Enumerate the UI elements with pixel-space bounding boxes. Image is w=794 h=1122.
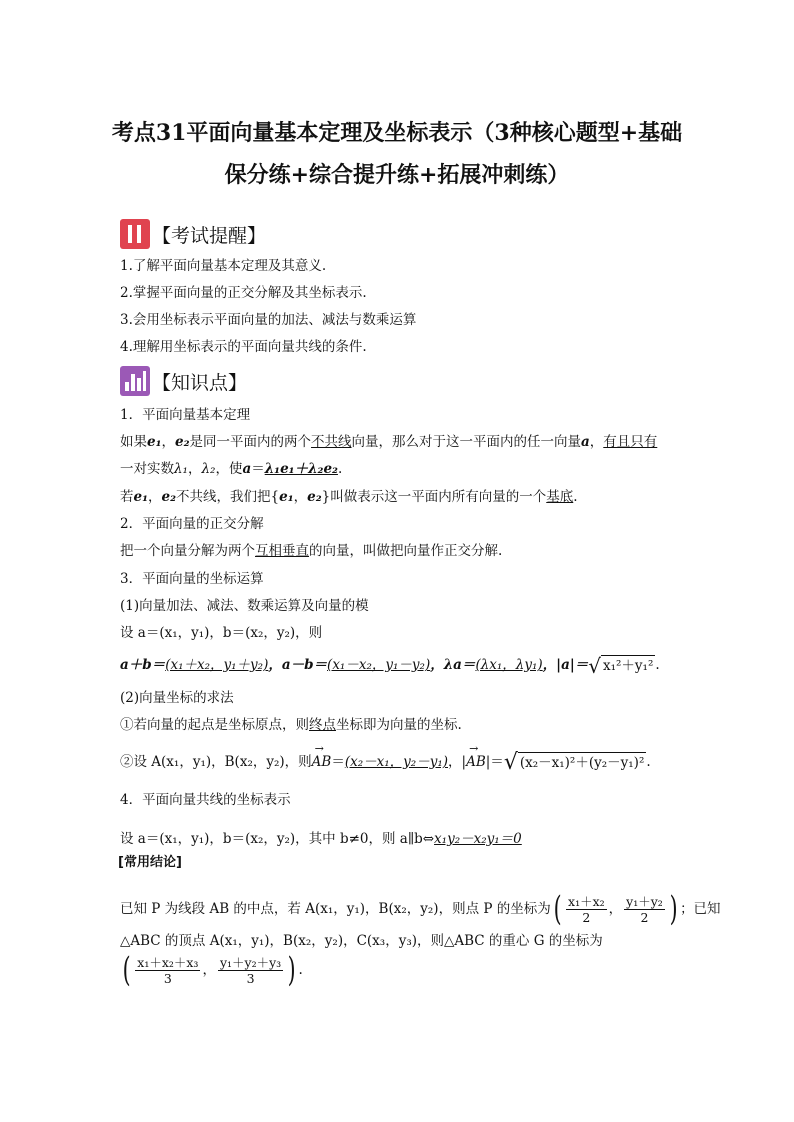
exam-item-1: 1.了解平面向量基本定理及其意义. bbox=[120, 258, 327, 274]
subheading-coord-find: (2)向量坐标的求法 bbox=[120, 690, 234, 706]
exam-item-3: 3.会用坐标表示平面向量的加法、减法与数乘运算 bbox=[120, 312, 417, 328]
midpoint-formula-line: 已知 P 为线段 AB 的中点，若 A(x₁，y₁)，B(x₂，y₂)，则点 P 的坐标为 ( $\frac{\text{x₁＋x₂}}{2}$ ， $\frac{\text{y₁＋y₂}}{2}$ ) ；已知 bbox=[120, 889, 721, 929]
bar-chart-icon bbox=[120, 366, 150, 396]
exam-item-4: 4.理解用坐标表示的平面向量共线的条件. bbox=[120, 339, 367, 355]
centroid-intro-line: △ABC 的顶点 A(x₁，y₁)，B(x₂，y₂)，C(x₃，y₃)，则△ABC 的重心 G 的坐标为 bbox=[120, 933, 603, 949]
pause-bars-icon bbox=[120, 219, 150, 249]
page-title-line-2: 保分练+综合提升练+拓展冲刺练） bbox=[224, 162, 570, 188]
heading-orthogonal: 2．平面向量的正交分解 bbox=[120, 516, 264, 532]
heading-coordinate-ops: 3．平面向量的坐标运算 bbox=[120, 571, 264, 587]
subheading-ops: (1)向量加法、减法、数乘运算及向量的模 bbox=[120, 598, 369, 614]
sqrt-modulus: √ x₁²＋y₁² bbox=[588, 653, 654, 678]
heading-collinear: 4．平面向量共线的坐标表示 bbox=[120, 792, 291, 808]
theorem-line-3: 若e₁，e₂不共线，我们把{e₁，e₂}叫做表示这一平面内所有向量的一个基底. bbox=[120, 489, 578, 505]
fraction-y-mid: $\frac{\text{y₁＋y₂}}{2}$ bbox=[626, 893, 663, 925]
coord-rule-1: ①若向量的起点是坐标原点，则终点坐标即为向量的坐标. bbox=[120, 717, 462, 733]
section-knowledge-header bbox=[120, 366, 247, 396]
orthogonal-text: 把一个向量分解为两个互相垂直的向量，叫做把向量作正交分解. bbox=[120, 543, 503, 559]
fraction-x-centroid: $\frac{\text{x₁＋x₂＋x₃}}{3}$ bbox=[137, 954, 199, 986]
page-title-line-1: 考点31平面向量基本定理及坐标表示（3种核心题型+基础 bbox=[111, 120, 683, 146]
fraction-x-mid: $\frac{\text{x₁＋x₂}}{2}$ bbox=[568, 893, 605, 925]
section-knowledge-label: 【知识点】 bbox=[152, 371, 248, 394]
ops-setup: 设 a＝(x₁，y₁)，b＝(x₂，y₂)，则 bbox=[120, 625, 323, 641]
ops-formulas: a＋b＝ (x₁＋x₂，y₁＋y₂) ，a－b＝ (x₁－x₂，y₁－y₂) ，λa＝ (λx₁，λy₁) ，|a|＝ √ x₁²＋y₁² . bbox=[120, 653, 660, 678]
fraction-y-centroid: $\frac{\text{y₁＋y₂＋y₃}}{3}$ bbox=[219, 954, 282, 986]
section-exam-header bbox=[120, 219, 266, 249]
section-exam-label: 【考试提醒】 bbox=[152, 224, 267, 247]
centroid-formula-line: ( $\frac{\text{x₁＋x₂＋x₃}}{3}$ ， $\frac{\text{y₁＋y₂＋y₃}}{3}$ ) . bbox=[122, 950, 303, 990]
coord-rule-2: ②设 A(x₁，y₁)，B(x₂，y₂)，则 → AB ＝ (x₂－x₁，y₂－y₁) ，| → AB |＝ √ (x₂－x₁)²＋(y₂－y₁)² . bbox=[120, 748, 651, 776]
heading-basic-theorem: 1．平面向量基本定理 bbox=[120, 407, 251, 423]
sqrt-distance: √ (x₂－x₁)²＋(y₂－y₁)² bbox=[503, 749, 645, 775]
common-conclusions-label: [常用结论] bbox=[118, 855, 182, 870]
exam-item-2: 2.掌握平面向量的正交分解及其坐标表示. bbox=[120, 285, 367, 301]
theorem-line-1: 如果e₁，e₂是同一平面内的两个不共线向量，那么对于这一平面内的任一向量a，有且只有 bbox=[120, 434, 658, 450]
theorem-line-2: 一对实数λ₁，λ₂，使a＝λ₁e₁＋λ₂e₂. bbox=[120, 461, 343, 477]
collinear-condition: 设 a＝(x₁，y₁)，b＝(x₂，y₂)，其中 b≠0，则 a∥b⇔x₁y₂－x₂y₁＝0 bbox=[120, 831, 522, 847]
